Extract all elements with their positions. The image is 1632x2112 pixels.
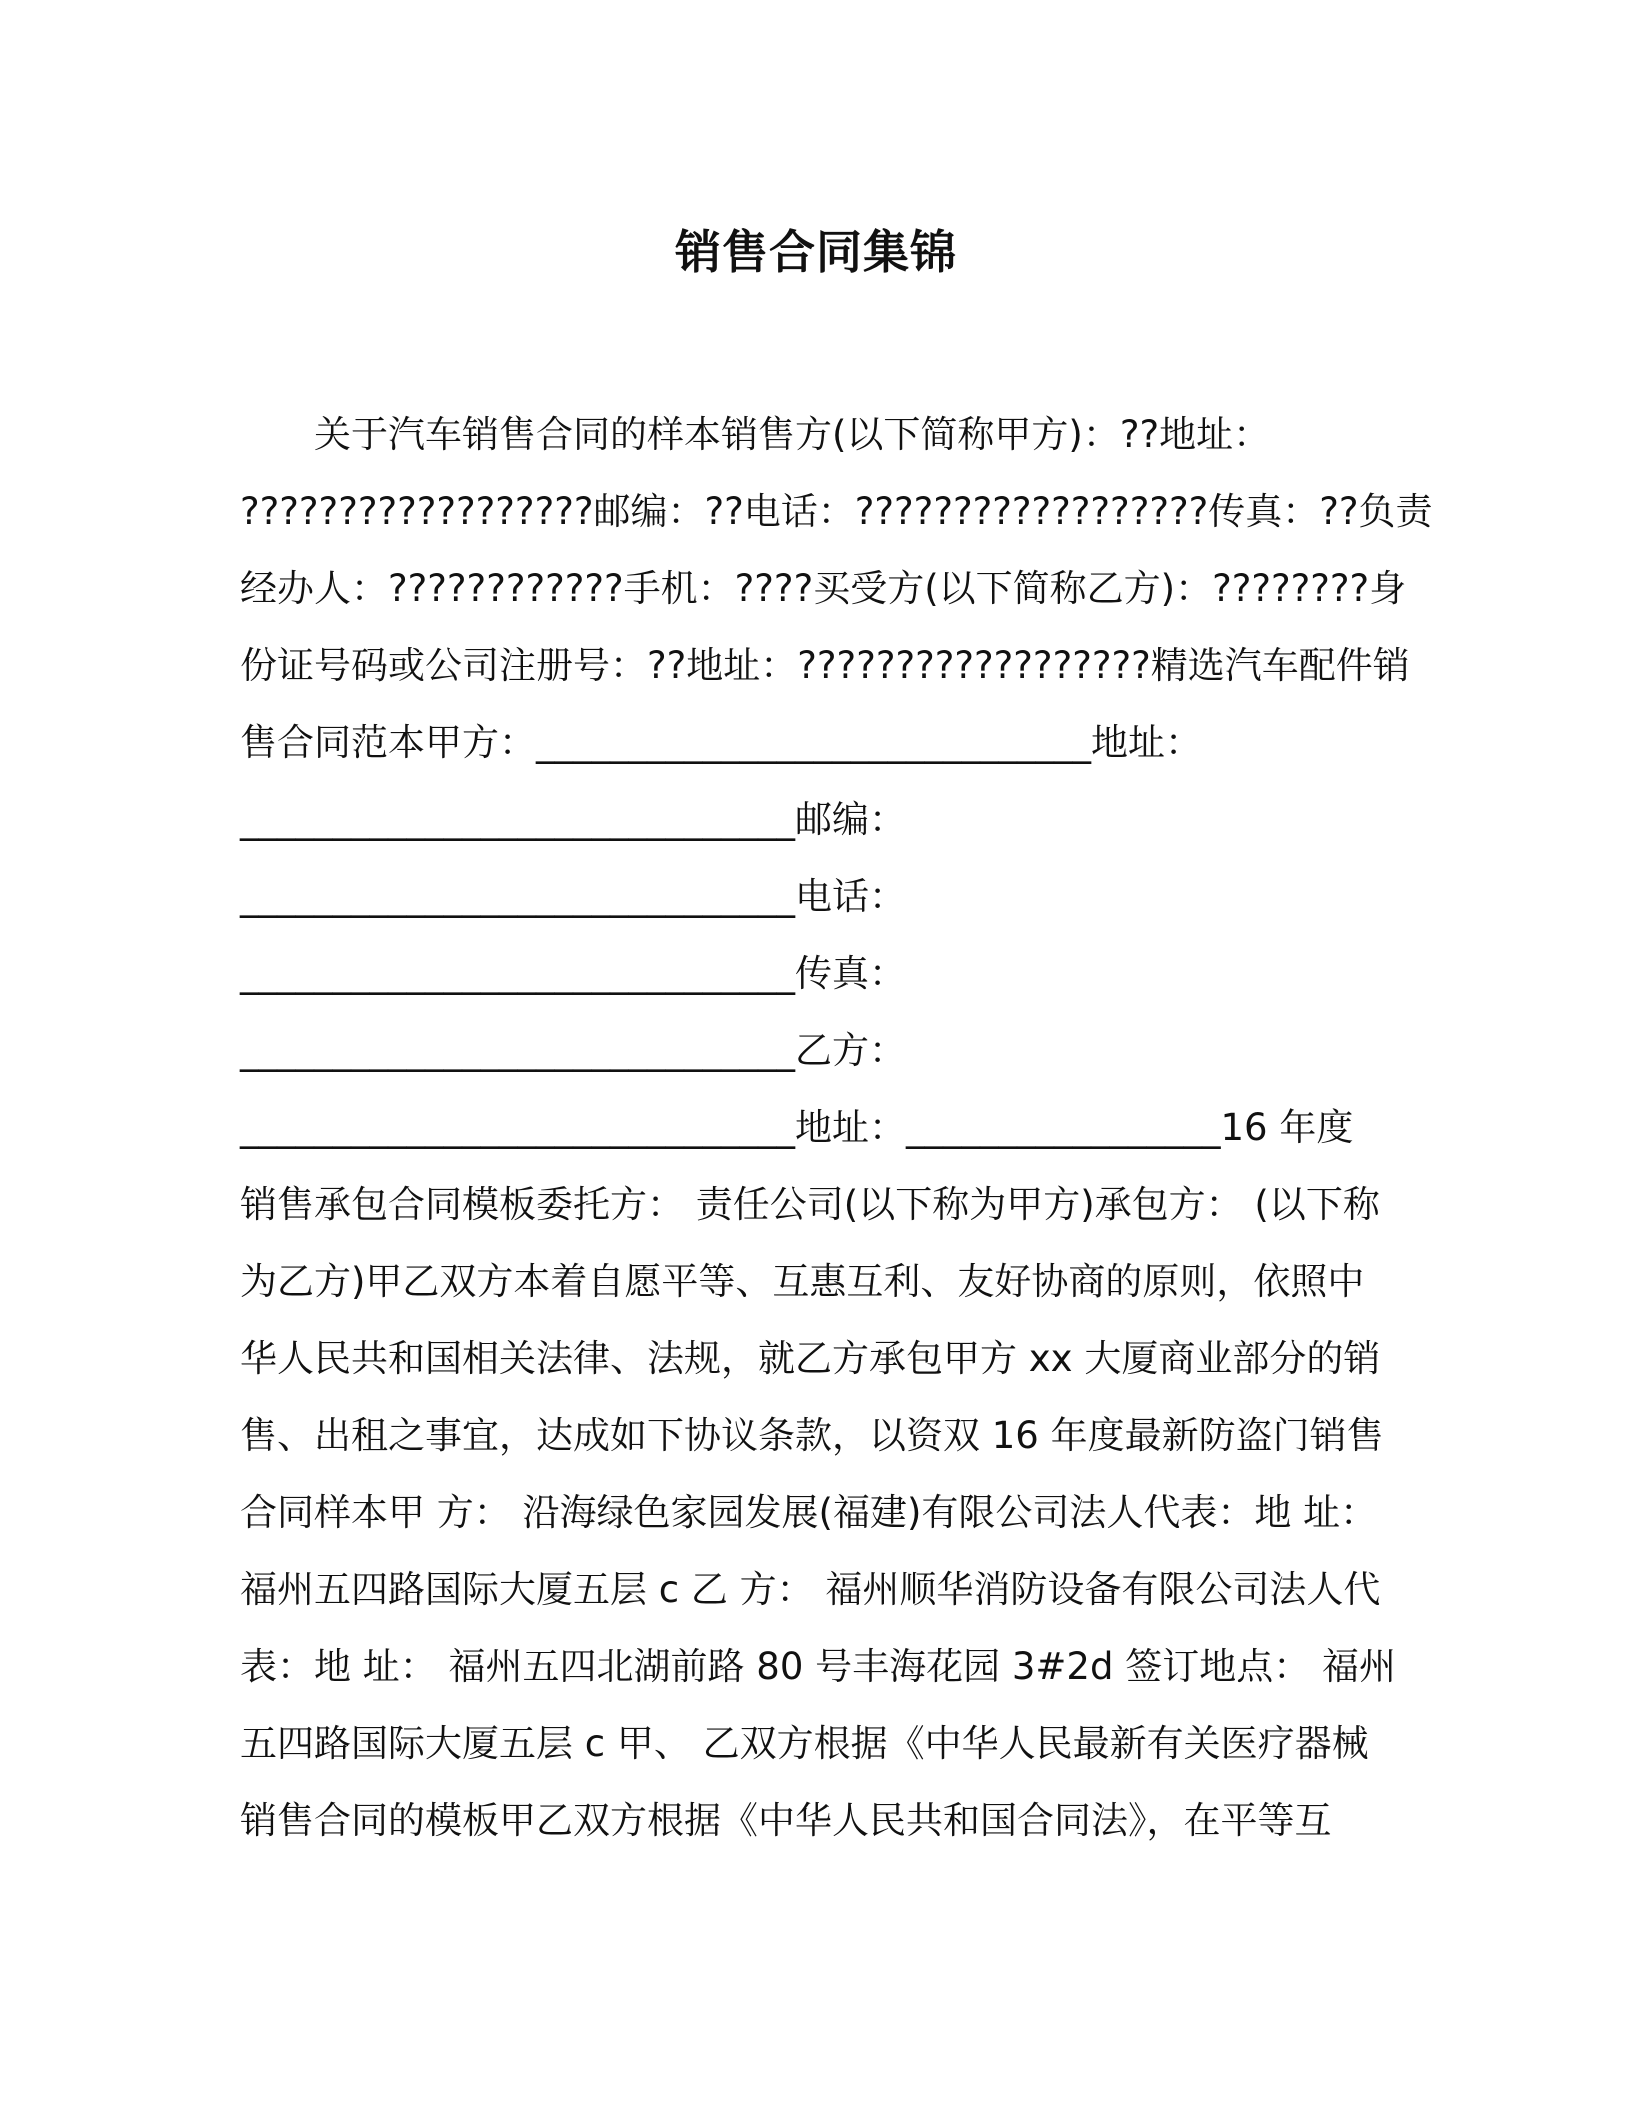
body-line: ______________________________地址：_________________16 年度 [240, 1106, 1354, 1149]
body-line: 为乙方)甲乙双方本着自愿平等、互惠互利、友好协商的原则，依照中 [240, 1260, 1365, 1303]
body-line: 售合同范本甲方：______________________________地址： [240, 721, 1202, 764]
body-line: 关于汽车销售合同的样本销售方(以下简称甲方)：??地址： [240, 413, 1271, 456]
body-line: 五四路国际大厦五层 c 甲、 乙双方根据《中华人民最新有关医疗器械 [240, 1722, 1369, 1765]
body-line: ______________________________乙方： [240, 1029, 906, 1072]
body-line: ______________________________传真： [240, 952, 906, 995]
body-line: 表：地 址： 福州五四北湖前路 80 号丰海花园 3#2d 签订地点： 福州 [240, 1645, 1396, 1688]
document-body [240, 396, 1433, 1859]
body-line: ??????????????????邮编：??电话：??????????????????传真：??负责 [240, 490, 1433, 533]
body-line: 华人民共和国相关法律、法规，就乙方承包甲方 xx 大厦商业部分的销 [240, 1337, 1381, 1380]
body-line: 经办人：????????????手机：????买受方(以下简称乙方)：????????身 [240, 567, 1407, 610]
body-line: ______________________________邮编： [240, 798, 906, 841]
body-line: 福州五四路国际大厦五层 c 乙 方： 福州顺华消防设备有限公司法人代 [240, 1568, 1381, 1611]
document-title: 销售合同集锦 [675, 225, 957, 279]
body-line: 销售合同的模板甲乙双方根据《中华人民共和国合同法》，在平等互 [240, 1799, 1332, 1842]
body-line: 销售承包合同模板委托方： 责任公司(以下称为甲方)承包方： (以下称 [240, 1183, 1380, 1226]
body-line: 售、出租之事宜，达成如下协议条款，以资双 16 年度最新防盗门销售 [240, 1414, 1384, 1457]
body-line: 合同样本甲 方： 沿海绿色家园发展(福建)有限公司法人代表：地 址： [240, 1491, 1378, 1534]
body-line: ______________________________电话： [240, 875, 906, 918]
body-line: 份证号码或公司注册号：??地址：??????????????????精选汽车配件销 [240, 644, 1410, 687]
